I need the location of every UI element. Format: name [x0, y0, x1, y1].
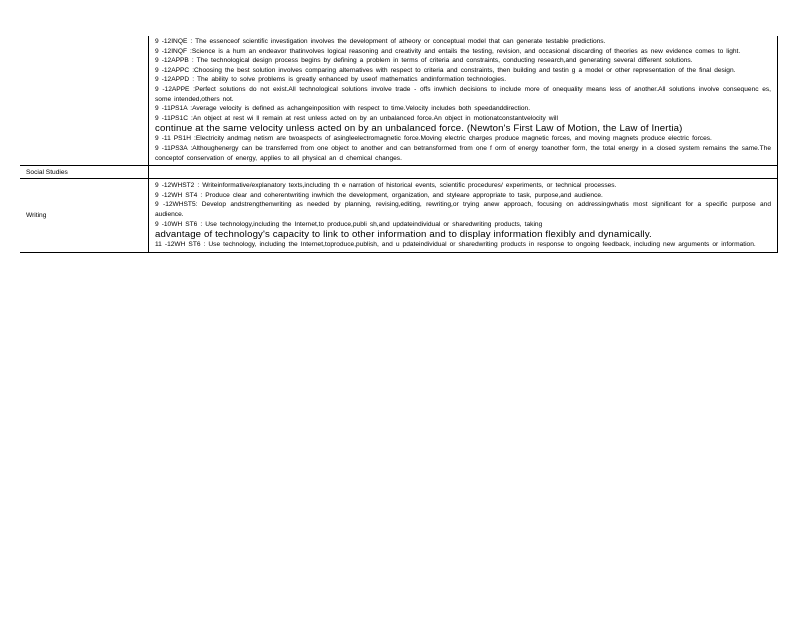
standard-text: 9 -12WHST5: Develop andstrengthenwriting as needed by planning, revising,editing, rewriting,or trying anew approach, focusing on addressingwhatis most significant for a specific purpose and audience. [155, 201, 771, 218]
social-studies-label: Social Studies [26, 168, 68, 176]
standard-text: 11 -12WH ST6 : Use technology, including the Internet,toproduce,publish, and u pdateindividual or sharedwriting products in response to ongoing feedback, including new arguments or information. [155, 241, 756, 249]
standard-text: 9 -12INQF :Science is a hum an endeavor thatinvolves logical reasoning and creativity and entails the testing, revision, and occasional discarding of theories as new evidence comes to light. [155, 47, 741, 55]
standard-text: 9 -12WH ST4 : Produce clear and coherentwriting inwhich the development, organization, and styleare appropriate to task, purpose,and audience. [155, 191, 603, 199]
standard-text: 9 -12APPB : The technological design process begins by defining a problem in terms of criteria and constraints, conducting research,and generating several different solutions. [155, 57, 693, 65]
standard-text: 9 -11 PS1H :Electricity andmag netism are twoaspects of asingleelectromagnetic force.Moving electric charges produce magnetic forces, and moving magnets produce electric forces. [155, 135, 712, 143]
standard-text: 9 -10WH ST6 : Use technology,including the Internet,to produce,publi sh,and updateindividual or sharedwriting products, taking [155, 220, 543, 228]
standard-text: 9 -12WHST2 : Writeinformative/explanatory texts,including th e narration of historical events, scientific procedures/ experiments, or technical processes. [155, 182, 617, 190]
science-row [20, 36, 777, 165]
standard-text: 9 -12APPC :Choosing the best solution involves comparing alternatives with respect to criteria and constraints, then building and testin g a model or other representation of the final design. [155, 66, 736, 74]
standard-text: advantage of technology's capacity to link to other information and to display information flexibly and dynamically. [155, 229, 652, 241]
writing-row [20, 178, 777, 252]
writing-standards-cell [148, 179, 777, 252]
social-studies-standards-cell [148, 166, 777, 178]
writing-label: Writing [26, 211, 47, 219]
science-standards-cell [148, 36, 777, 165]
standard-text: 9 -12APPE :Perfect solutions do not exist.All technological solutions involve trade - offs inwhich decisions to include more of onequality means less of another.All solutions involve consequenc es, some intended,others not. [155, 85, 771, 103]
science-label-cell [20, 36, 148, 165]
standard-text: 9 -11PS3A :Althoughenergy can be transferred from one object to another and can betransformed from one f orm of energy toanother form, the total energy in a closed system remains the same.The conceptof conservation of energy, applies to all physical an d chemical changes. [155, 144, 771, 162]
standard-text: 9 -12APPD : The ability to solve problems is greatly enhanced by useof mathematics andinformation technologies. [155, 76, 507, 84]
standards-table [20, 36, 778, 253]
standard-text: continue at the same velocity unless acted on by an unbalanced force. (Newton's First Law of Motion, the Law of Inertia) [155, 123, 683, 135]
standard-text: 9 -11PS1C :An object at rest wi ll remain at rest unless acted on by an unbalanced force.An object in motionatconstantvelocity will [155, 114, 558, 122]
social-studies-row [20, 165, 777, 178]
standard-text: 9 -11PS1A :Average velocity is defined as achangeinposition with respect to time.Velocity includes both speedanddirection. [155, 105, 531, 113]
standard-text: 9 -12INQE : The essenceof scientific investigation involves the development of atheory or conceptual model that can generate testable predictions. [155, 38, 606, 45]
